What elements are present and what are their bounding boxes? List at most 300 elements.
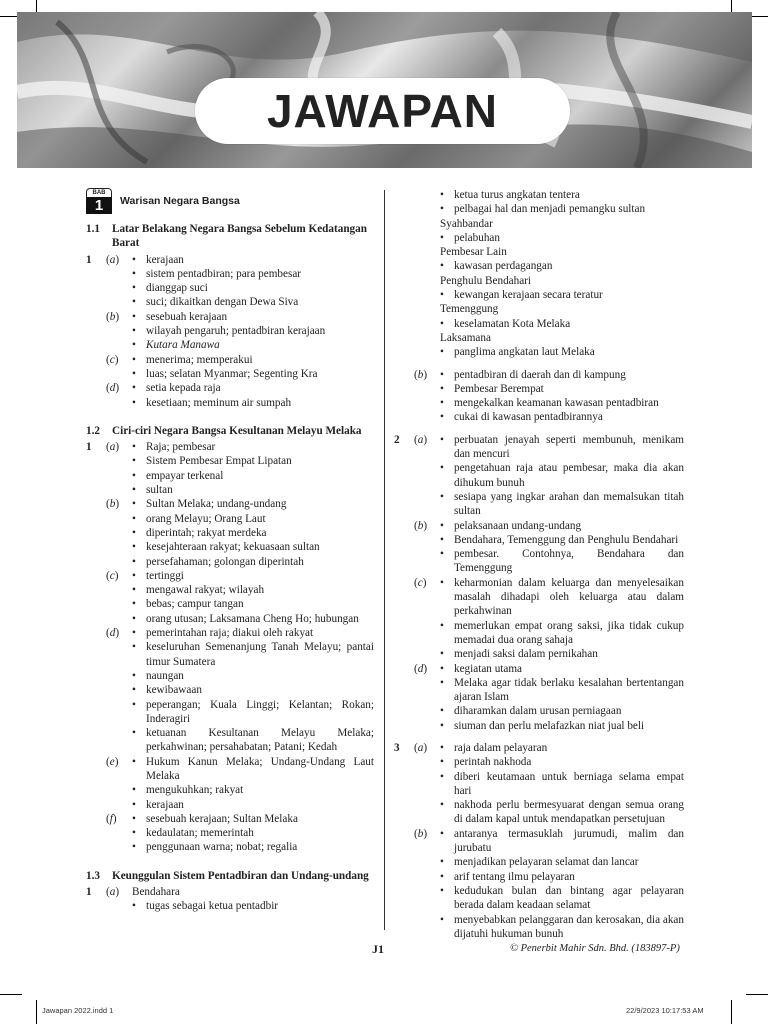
part-label: [106, 540, 132, 554]
answer-row: [106, 669, 374, 683]
part-label: [106, 640, 132, 669]
part-letter: c: [417, 576, 423, 589]
answer-text: panglima angkatan laut Melaka: [454, 346, 595, 359]
answer-text: Sistem Pembesar Empat Lipatan: [146, 455, 292, 468]
answer-row: [106, 583, 374, 597]
bullet: •: [440, 648, 444, 661]
part-label: [394, 202, 414, 216]
bullet: •: [440, 827, 444, 840]
bullet: •: [440, 619, 444, 632]
section-gap: [394, 425, 684, 433]
question-number: 1: [86, 441, 92, 454]
answer-row: [414, 855, 684, 869]
answer-row: [414, 913, 684, 942]
answer-row: [414, 662, 684, 676]
answer-row: [394, 317, 684, 331]
header-banner: [17, 12, 752, 168]
section-gap: [86, 410, 374, 418]
part-label: [106, 669, 132, 683]
part-letter: b: [109, 310, 116, 323]
answer-row: [106, 683, 374, 697]
bullet: •: [132, 325, 136, 338]
part-label: [414, 884, 440, 913]
answer-text: kedudukan bulan dan bintang agar pelayaran berada dalam keadaan selamat: [454, 884, 684, 912]
part-label: (c): [106, 569, 119, 582]
part-label: (e): [106, 755, 119, 768]
part-letter: c: [109, 569, 115, 582]
answer-text: sesebuah kerajaan: [146, 310, 228, 323]
answer-text: kesetiaan; meminum air sumpah: [146, 396, 292, 409]
question-number: [394, 368, 414, 425]
answer-text: pelabuhan: [454, 231, 500, 244]
bullet: •: [440, 203, 444, 216]
bullet: •: [132, 282, 136, 295]
chapter-header: [86, 188, 374, 214]
bullet: •: [132, 498, 136, 511]
answer-row: [414, 547, 684, 576]
bullet: •: [440, 490, 444, 503]
answer-row: [414, 490, 684, 519]
bullet: •: [440, 705, 444, 718]
question-answers: [414, 741, 684, 941]
indent: [414, 345, 440, 359]
copyright-notice: © Penerbit Mahir Sdn. Bhd. (183897-P): [510, 943, 680, 954]
sub-heading: Penghulu Bendahari: [440, 274, 532, 287]
print-slug-file: Jawapan 2022.indd 1: [42, 1006, 114, 1015]
bullet: •: [132, 441, 136, 454]
answer-text: perintah nakhoda: [454, 756, 532, 769]
answer-text: memerlukan empat orang saksi, jika tidak cukup memadai dua orang sahaja: [454, 619, 684, 646]
part-label: [106, 367, 132, 381]
answer-text: keharmonian dalam keluarga dan menyelesaikan masalah dihadapi oleh keluarga atau dalam perkahwinan: [454, 576, 684, 618]
answer-text: penggunaan warna; nobat; regalia: [146, 841, 298, 854]
part-label: [106, 783, 132, 797]
question-block: [86, 885, 374, 914]
answer-row: [106, 840, 374, 854]
question-number: 3: [394, 741, 400, 754]
bullet: •: [440, 533, 444, 546]
answer-text: empayar terkenal: [146, 469, 224, 482]
bullet: •: [132, 698, 136, 711]
answer-text: kewangan kerajaan secara teratur: [454, 289, 603, 302]
answer-text: orang utusan; Laksamana Cheng Ho; hubungan: [146, 612, 359, 625]
part-label: [414, 798, 440, 827]
answer-row: [414, 741, 684, 755]
part-label: [394, 345, 414, 359]
sub-heading: Pembesar Lain: [440, 246, 507, 259]
part-label: (c): [106, 353, 119, 366]
answer-row: [106, 454, 374, 468]
bullet: •: [440, 189, 444, 201]
part-letter: f: [109, 812, 113, 825]
answer-text: pelaksanaan undang-undang: [454, 519, 582, 532]
part-label: [414, 676, 440, 705]
answer-text: peperangan; Kuala Linggi; Kelantan; Rokan; Inderagiri: [146, 698, 374, 725]
part-label: [414, 704, 440, 718]
answer-text: kesejahteraan rakyat; kekuasaan sultan: [146, 541, 320, 554]
question-number: 1: [86, 886, 92, 899]
indent: [414, 231, 440, 245]
part-label: [106, 454, 132, 468]
answer-text: suci; dikaitkan dengan Dewa Siva: [146, 296, 299, 309]
question-answers: [106, 440, 374, 855]
column-divider: [384, 190, 385, 930]
question-answers: [414, 433, 684, 733]
bullet: •: [132, 612, 136, 625]
part-label: [106, 295, 132, 309]
section-number: 1.1: [86, 223, 100, 235]
bullet: •: [440, 317, 444, 330]
part-label: (d): [106, 382, 120, 395]
indent: [414, 202, 440, 216]
part-label: [106, 798, 132, 812]
bullet: •: [440, 289, 444, 302]
answer-text: antaranya termasuklah jurumudi, malim dan jurubatu: [454, 827, 684, 855]
part-letter: d: [109, 627, 116, 640]
part-label: [414, 410, 440, 424]
bullet: •: [132, 598, 136, 611]
answer-text: kegiatan utama: [454, 662, 523, 675]
right-column: [394, 188, 684, 941]
part-label: [414, 913, 440, 942]
part-label: (c): [414, 576, 427, 589]
part-label: [106, 469, 132, 483]
bullet: •: [440, 870, 444, 883]
answer-text: mengekalkan keamanan kawasan pentadbiran: [454, 397, 659, 410]
answer-row: [414, 368, 684, 382]
part-letter: a: [109, 441, 116, 454]
bullet: •: [440, 397, 444, 410]
answer-row: [394, 188, 684, 202]
bullet: •: [132, 310, 136, 323]
crop-mark: [731, 1000, 732, 1024]
part-letter: b: [417, 827, 424, 840]
answer-row: [414, 884, 684, 913]
bullet: •: [132, 484, 136, 497]
answer-text: pembesar. Contohnya, Bendahara dan Temenggung: [454, 548, 684, 575]
answer-text: pengetahuan raja atau pembesar, maka dia akan dihukum bunuh: [454, 462, 684, 489]
answer-text: Pembesar Berempat: [454, 382, 544, 395]
bullet: •: [132, 798, 136, 811]
part-label: [106, 555, 132, 569]
answer-text: kedaulatan; memerintah: [146, 827, 254, 840]
answer-text: keseluruhan Semenanjung Tanah Melayu; pantai timur Sumatera: [146, 641, 374, 668]
page-title: JAWAPAN: [266, 85, 499, 137]
sub-heading: Syahbandar: [440, 217, 493, 230]
bullet: •: [132, 841, 136, 854]
part-label: [414, 396, 440, 410]
part-label: [106, 826, 132, 840]
answer-row: [414, 576, 684, 619]
part-label: [106, 899, 132, 913]
answer-row: [106, 281, 374, 295]
answer-row: [394, 202, 684, 216]
part-letter: b: [417, 368, 424, 381]
answer-row: [414, 827, 684, 856]
bullet: •: [132, 526, 136, 539]
part-label: (a): [414, 433, 428, 446]
answer-text: pelbagai hal dan menjadi pemangku sultan: [454, 203, 646, 216]
bullet: •: [440, 576, 444, 589]
part-label: [394, 188, 414, 202]
answer-text: bebas; campur tangan: [146, 598, 244, 611]
bullet: •: [132, 900, 136, 913]
part-letter: c: [109, 353, 115, 366]
part-letter: a: [109, 253, 116, 266]
bullet: •: [132, 684, 136, 697]
part-label: [414, 533, 440, 547]
crop-mark: [0, 994, 22, 995]
bullet: •: [132, 382, 136, 395]
part-label: [106, 840, 132, 854]
part-label: (a): [106, 886, 120, 899]
bullet: •: [440, 884, 444, 897]
section-title: Ciri-ciri Negara Bangsa Kesultanan Melayu Melaka: [112, 424, 362, 437]
answer-row: [106, 324, 374, 338]
answer-text: diperintah; rakyat merdeka: [146, 526, 267, 539]
answer-text: naungan: [146, 669, 184, 682]
bullet: •: [440, 462, 444, 475]
section-number: 1.2: [86, 424, 100, 437]
part-label: [414, 547, 440, 576]
answer-row: [106, 812, 374, 826]
part-label: (b): [414, 827, 428, 840]
page-number: J1: [372, 942, 384, 956]
question-answers: [106, 885, 374, 914]
part-label: [414, 855, 440, 869]
answer-text: diberi keutamaan untuk berniaga selama empat hari: [454, 770, 684, 797]
part-label: (a): [106, 441, 120, 454]
answer-row: [106, 755, 374, 784]
part-label: [414, 755, 440, 769]
answer-row: [106, 826, 374, 840]
indent: [414, 188, 440, 202]
part-label: (a): [414, 741, 428, 754]
bullet: •: [132, 339, 136, 352]
part-label: [394, 231, 414, 245]
sub-heading: Temenggung: [440, 303, 499, 316]
bullet: •: [440, 676, 444, 689]
answer-row: [106, 295, 374, 309]
part-label: (b): [106, 310, 120, 323]
chapter-badge: [86, 188, 110, 214]
part-label: [414, 719, 440, 733]
part-label: [106, 324, 132, 338]
answer-text: raja dalam pelayaran: [454, 741, 548, 754]
part-label: [414, 490, 440, 519]
bullet: •: [132, 641, 136, 654]
answer-text: sistem pentadbiran; para pembesar: [146, 267, 302, 280]
question-block: [86, 440, 374, 855]
answer-row: [414, 619, 684, 648]
bullet: •: [132, 512, 136, 525]
bullet: •: [132, 353, 136, 366]
part-label: [106, 338, 132, 352]
answer-row: [394, 231, 684, 245]
answer-text: diharamkan dalam urusan perniagaan: [454, 705, 622, 718]
bullet: •: [132, 253, 136, 266]
answer-text: Melaka agar tidak berlaku kesalahan bertentangan ajaran Islam: [454, 676, 684, 704]
answer-text: siuman dan perlu melafazkan niat jual beli: [454, 719, 645, 732]
part-label: [106, 597, 132, 611]
part-label: [394, 288, 414, 302]
title-pill: [195, 78, 570, 144]
question-number: 1: [86, 253, 92, 266]
bullet: •: [132, 267, 136, 280]
indent: [414, 288, 440, 302]
part-label: [106, 612, 132, 626]
right-column-body: [394, 188, 684, 941]
answer-row: [106, 569, 374, 583]
answer-text: nakhoda perlu bermesyuarat dengan semua orang di dalam kapal untuk mendapatkan persetujuan: [454, 799, 684, 826]
bullet: •: [132, 812, 136, 825]
answer-row: [414, 770, 684, 799]
answer-text: pemerintahan raja; diakui oleh rakyat: [146, 627, 314, 640]
bullet: •: [132, 455, 136, 468]
part-heading: Bendahara: [132, 886, 180, 899]
answer-row: [106, 469, 374, 483]
part-label: (d): [106, 627, 120, 640]
left-column: [86, 188, 374, 914]
answer-text: setia kepada raja: [146, 382, 221, 395]
section-gap: [394, 360, 684, 368]
part-letter: a: [417, 433, 424, 446]
answer-text: sesebuah kerajaan; Sultan Melaka: [146, 812, 298, 825]
part-letter: a: [109, 886, 116, 899]
answer-text: menyebabkan pelanggaran dan kerosakan, dia akan dijatuhi hukuman bunuh: [454, 913, 684, 940]
answer-text: mengukuhkan; rakyat: [146, 784, 244, 797]
crop-mark: [36, 1000, 37, 1024]
section-header: [86, 222, 374, 251]
indent: [414, 317, 440, 331]
answer-text: Raja; pembesar: [146, 441, 216, 454]
sub-heading: Laksamana: [440, 331, 491, 344]
answer-row: [414, 410, 684, 424]
bullet: •: [440, 519, 444, 532]
answer-row: [106, 367, 374, 381]
part-letter: b: [109, 498, 116, 511]
bullet: •: [132, 669, 136, 682]
bullet: •: [132, 827, 136, 840]
question-block: [394, 433, 684, 733]
part-letter: d: [109, 382, 116, 395]
part-letter: d: [417, 662, 424, 675]
question-answers: [106, 253, 374, 410]
answer-row: [394, 345, 684, 359]
answer-row: [106, 783, 374, 797]
part-label: [106, 698, 132, 727]
part-letter: a: [417, 741, 424, 754]
answer-row: [106, 640, 374, 669]
print-slug-date: 22/9/2023 10:17:53 AM: [626, 1006, 704, 1015]
bullet: •: [132, 784, 136, 797]
bullet: •: [132, 755, 136, 768]
answer-text: menjadi saksi dalam pernikahan: [454, 648, 598, 661]
part-label: [106, 526, 132, 540]
answer-text: wilayah pengaruh; pentadbiran kerajaan: [146, 325, 326, 338]
answer-row: [106, 267, 374, 281]
bullet: •: [132, 627, 136, 640]
answer-row: [106, 526, 374, 540]
part-label: (b): [106, 498, 120, 511]
bullet: •: [132, 541, 136, 554]
part-label: [414, 619, 440, 648]
bullet: •: [440, 770, 444, 783]
part-label: [106, 281, 132, 295]
answer-text: kawasan perdagangan: [454, 260, 553, 273]
answer-text: dianggap suci: [146, 282, 208, 295]
bullet: •: [132, 367, 136, 380]
answer-row: [106, 253, 374, 267]
answer-text: keselamatan Kota Melaka: [454, 317, 571, 330]
part-label: [414, 647, 440, 661]
answer-row: [106, 483, 374, 497]
answer-row: [414, 519, 684, 533]
answer-row: [414, 533, 684, 547]
answer-row: [106, 353, 374, 367]
answer-text: Hukum Kanun Melaka; Undang-Undang Laut Melaka: [146, 755, 374, 782]
answer-row: [106, 338, 374, 352]
answer-row: [106, 597, 374, 611]
part-letter: b: [417, 519, 424, 532]
answer-text: kerajaan: [146, 798, 184, 811]
bullet: •: [440, 260, 444, 273]
answer-text: perbuatan jenayah seperti membunuh, menikam dan mencuri: [454, 433, 684, 461]
question-block: [394, 741, 684, 941]
bullet: •: [440, 662, 444, 675]
part-label: [106, 583, 132, 597]
bullet: •: [132, 555, 136, 568]
chapter-number: 1: [86, 197, 112, 214]
answer-text: arif tentang ilmu pelayaran: [454, 870, 575, 883]
answer-text: mengawal rakyat; wilayah: [146, 584, 265, 597]
answer-row: [106, 612, 374, 626]
bullet: •: [132, 569, 136, 582]
answer-row: [106, 497, 374, 511]
bullet: •: [440, 382, 444, 395]
answer-text: kewibawaan: [146, 684, 202, 697]
bullet: •: [132, 396, 136, 409]
answer-text: sesiapa yang ingkar arahan dan memalsukan titah sultan: [454, 490, 684, 518]
part-label: [394, 259, 414, 273]
answer-row: [106, 381, 374, 395]
answer-text: tugas sebagai ketua pentadbir: [146, 900, 279, 913]
answer-row: [106, 798, 374, 812]
answer-text: ketua turus angkatan tentera: [454, 189, 580, 201]
part-label: [106, 267, 132, 281]
answer-row: [414, 719, 684, 733]
bullet: •: [440, 856, 444, 869]
answer-row: [414, 647, 684, 661]
section-gap: [86, 855, 374, 863]
part-label: (f): [106, 812, 117, 825]
question-number: 2: [394, 433, 400, 446]
section-header: [86, 424, 374, 438]
part-label: [394, 317, 414, 331]
bullet: •: [440, 719, 444, 732]
bullet: •: [440, 368, 444, 381]
question-answers: [414, 368, 684, 425]
section-gap: [394, 733, 684, 741]
answer-row: [106, 885, 374, 899]
answer-row: [106, 555, 374, 569]
answer-row: [106, 726, 374, 755]
answer-text: Bendahara, Temenggung dan Penghulu Bendahari: [454, 533, 679, 546]
bullet: •: [440, 411, 444, 424]
section-title: Latar Belakang Negara Bangsa Sebelum Kedatangan Barat: [112, 223, 367, 250]
part-label: [106, 512, 132, 526]
bullet: •: [132, 727, 136, 740]
